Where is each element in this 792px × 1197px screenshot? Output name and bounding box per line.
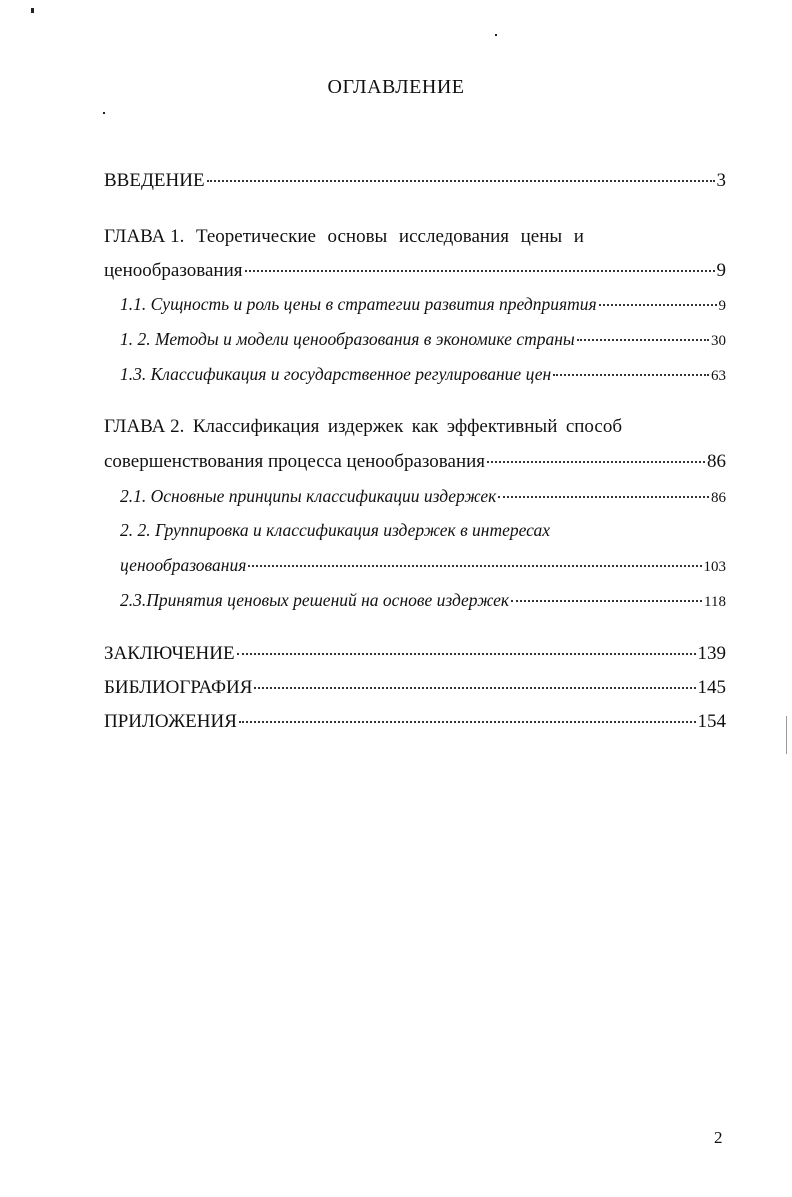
toc-entry-label: 1.1. Сущность и роль цены в стратегии развития предприятия [120,294,597,314]
toc-entry-page: 63 [711,368,726,384]
toc-entry-chapter-2-line1[interactable] [104,416,622,438]
toc-entry-page: 9 [716,260,726,281]
toc-entry-page: 9 [718,298,726,314]
toc-entry-label: БИБЛИОГРАФИЯ [104,677,253,698]
dot-leader [577,339,709,341]
toc-entry-label: ЗАКЛЮЧЕНИЕ [104,643,235,664]
toc-entry-section-1-1[interactable] [120,294,726,315]
toc-entry-label: ПРИЛОЖЕНИЯ [104,711,237,732]
dot-leader [237,653,696,655]
toc-word: способ [565,416,622,437]
dot-leader [498,496,709,498]
dot-leader [511,600,702,602]
toc-entry-page: 30 [711,333,726,349]
dot-leader [239,721,696,723]
toc-entry-page: 145 [697,677,726,698]
toc-entry-label: 1.3. Классификация и государственное регулирование цен [120,364,552,384]
toc-entry-label: ценообразования [120,555,247,575]
toc-entry-chapter-2[interactable] [104,451,726,473]
toc-entry-label: 1. 2. Методы и модели ценообразования в экономике страны [120,329,575,349]
toc-entry-label: ВВЕДЕНИЕ [104,170,205,191]
toc-entry-section-2-2[interactable] [120,555,726,576]
toc-entry-page: 86 [711,490,726,506]
toc-word: ГЛАВА 2. [104,416,185,437]
toc-entry-page: 118 [704,594,726,610]
toc-word: как [411,416,439,437]
toc-entry-label: 2. 2. Группировка и классификация издержек в интересах [120,520,550,540]
toc-entry-page: 103 [703,559,726,575]
toc-word: эффективный [446,416,558,437]
dot-leader [207,180,715,182]
toc-entry-page: 154 [697,711,726,732]
toc-entry-label: 2.1. Основные принципы классификации издержек [120,486,497,506]
toc-entry-appendices[interactable] [104,711,726,733]
toc-entry-page: 86 [707,451,726,472]
toc-entry-introduction[interactable] [104,170,726,192]
toc-word: Теоретические [195,226,316,247]
toc-entry-page: 3 [716,170,726,191]
toc-word: основы [327,226,388,247]
dot-leader [487,461,705,463]
scan-mark-right [786,716,787,754]
toc-word: издержек [327,416,404,437]
toc-word: ГЛАВА 1. [104,226,185,247]
toc-entry-chapter-1[interactable] [104,260,726,282]
toc-entry-section-2-3[interactable] [120,590,726,611]
toc-word: исследования [398,226,510,247]
toc-word: цены [520,226,563,247]
toc-word: и [573,226,584,247]
dot-leader [599,304,717,306]
page-number: 2 [714,1128,723,1147]
toc-entry-section-2-1[interactable] [120,486,726,507]
dot-leader [245,270,715,272]
toc-title: ОГЛАВЛЕНИЕ [327,76,465,98]
toc-entry-section-1-2[interactable] [120,329,726,350]
toc-entry-label: ценообразования [104,260,243,281]
toc-entry-bibliography[interactable] [104,677,726,699]
toc-entry-conclusion[interactable] [104,643,726,665]
toc-entry-page: 139 [697,643,726,664]
dot-leader [553,374,709,376]
scan-speck [495,34,497,36]
toc-word: Классификация [192,416,320,437]
dot-leader [248,565,701,567]
toc-entry-section-1-3[interactable] [120,364,726,385]
scan-speck [103,112,105,114]
toc-entry-label: совершенствования процесса ценообразования [104,451,486,472]
toc-entry-label: 2.3.Принятия ценовых решений на основе издержек [120,590,510,610]
scan-speck [31,8,34,13]
toc-entry-chapter-1-line1[interactable] [104,226,584,248]
toc-entry-section-2-2-line1[interactable] [120,520,726,541]
dot-leader [254,687,695,689]
